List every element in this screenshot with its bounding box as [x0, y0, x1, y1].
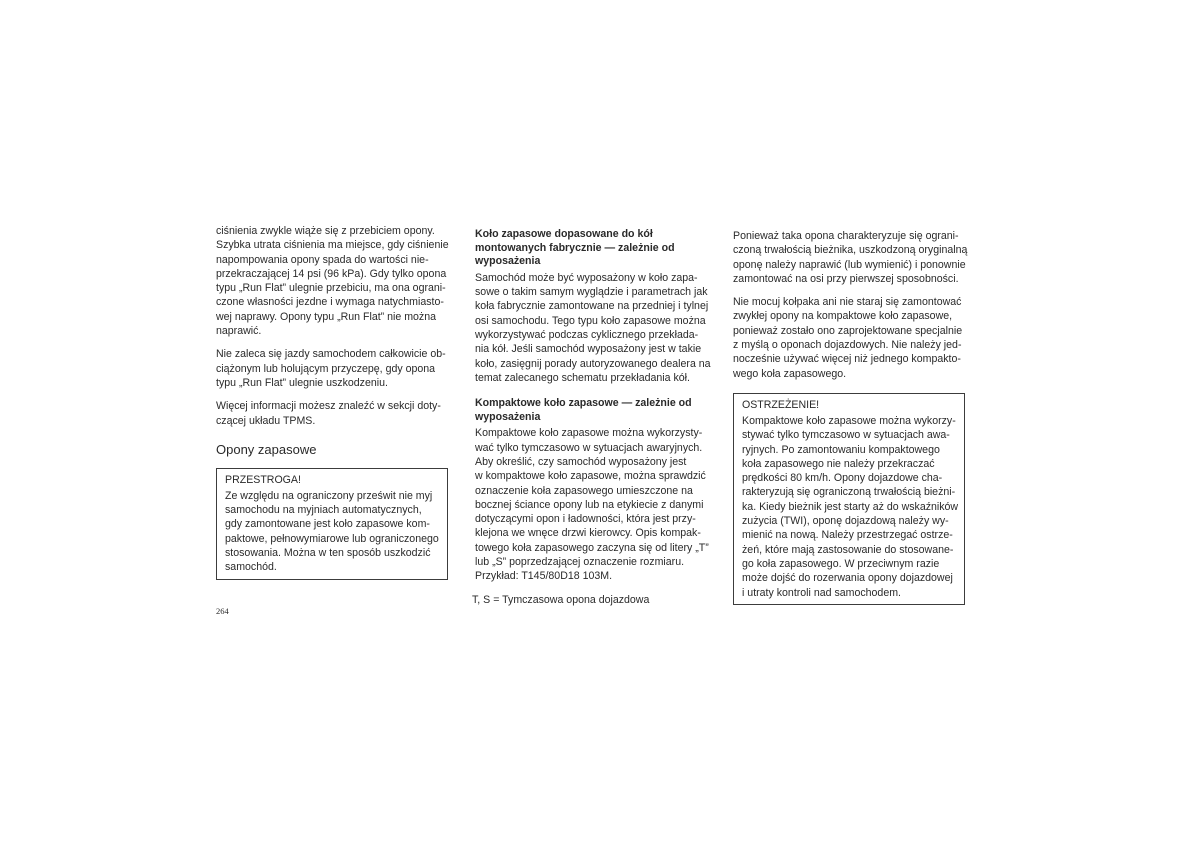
- text-line: temat zalecanego schematu przekładania kół.: [475, 371, 690, 384]
- page-number: 264: [216, 606, 229, 616]
- caution-box: [216, 468, 448, 580]
- text-line: dotyczącymi opon i ładowności, która jest przy-: [475, 513, 696, 526]
- text-line: gdy zamontowane jest koło zapasowe kom-: [225, 518, 430, 531]
- text-line: ponieważ zostało ono zaprojektowane specjalnie: [733, 324, 963, 337]
- text-line: stywać tylko tymczasowo w sytuacjach awa-: [742, 429, 950, 442]
- text-line: prędkości 80 km/h. Opony dojazdowe cha-: [742, 472, 943, 485]
- text-line: wykorzystywać podczas cyklicznego przekłada-: [475, 328, 699, 341]
- text-line: towego koła zapasowego zaczyna się od litery „T”: [475, 541, 709, 554]
- warning-text: [742, 414, 959, 600]
- text-line: typu „Run Flat” ulegnie przebiciu, ma ona ograni-: [216, 282, 446, 295]
- subheading: [475, 397, 707, 424]
- text-line: ka. Kiedy bieżnik jest starty aż do wskaźników: [742, 500, 959, 513]
- text-line: Szybka utrata ciśnienia ma miejsce, gdy ciśnienie: [216, 239, 449, 252]
- section-heading: Opony zapasowe: [216, 441, 317, 457]
- text-line: zamontować na osi przy pierwszej sposobności.: [733, 272, 959, 285]
- text-line: Nie mocuj kołpaka ani nie staraj się zamontować: [733, 296, 962, 309]
- text-line: żeń, które mają zastosowanie do stosowane-: [742, 543, 954, 556]
- text-line: klejona we wnęce drzwi kierowcy. Opis kompak-: [475, 527, 701, 540]
- text-line: bocznej ściance opony lub na etykiecie z danymi: [475, 498, 704, 511]
- text-line: i utraty kontroli nad samochodem.: [742, 586, 901, 599]
- text-line: rakteryzują się ograniczoną trwałością bieżni-: [742, 486, 956, 499]
- text-line: montowanych fabrycznie — zależnie od: [475, 241, 675, 254]
- text-line: nia kół. Jeśli samochód wyposażony jest w takie: [475, 343, 702, 356]
- text-line: stosowania. Można w ten sposób uszkodzić: [225, 547, 431, 560]
- text-line: Kompaktowe koło zapasowe można wykorzysty-: [475, 427, 703, 440]
- text-line: naprawić.: [216, 325, 262, 338]
- text-line: w kompaktowe koło zapasowe, można sprawdzić: [475, 470, 706, 483]
- text-line: może dojść do rozerwania opony dojazdowej: [742, 572, 953, 585]
- paragraph: [216, 399, 448, 428]
- text-line: Nie zaleca się jazdy samochodem całkowicie ob-: [216, 348, 446, 361]
- column-right: [733, 229, 968, 605]
- text-line: Kompaktowe koło zapasowe — zależnie od: [475, 397, 692, 410]
- paragraph: [733, 229, 968, 286]
- text-line: typu „Run Flat” ulegnie uszkodzeniu.: [216, 376, 388, 389]
- text-line: koła fabrycznie zamontowane na przedniej i tylnej: [475, 300, 709, 313]
- text-line: wyposażenia: [475, 410, 541, 423]
- text-line: samochód.: [225, 561, 277, 574]
- text-line: nocześnie używać więcej niż jednego kompakto-: [733, 353, 961, 366]
- text-line: Samochód może być wyposażony w koło zapa-: [475, 271, 698, 284]
- text-line: czącej układu TPMS.: [216, 414, 316, 427]
- text-line: ryjnych. Po zamontowaniu kompaktowego: [742, 443, 940, 456]
- paragraph: T, S = Tymczasowa opona dojazdowa: [472, 593, 650, 606]
- text-line: koło, zasięgnij porady autoryzowanego dealera na: [475, 357, 711, 370]
- text-line: zużycia (TWI), oponę dojazdową należy wy-: [742, 515, 949, 528]
- text-line: oponę należy naprawić (lub wymienić) i ponownie: [733, 258, 966, 271]
- text-line: wego koła zapasowego.: [733, 367, 847, 380]
- text-line: zwykłej opony na kompaktowe koło zapasowe,: [733, 310, 953, 323]
- caution-text: [225, 489, 439, 575]
- text-line: z myślą o oponach dojazdowych. Nie należy jed-: [733, 339, 962, 352]
- text-line: paktowe, pełnowymiarowe lub ograniczonego: [225, 532, 439, 545]
- warning-box: [733, 393, 965, 605]
- text-line: Aby określić, czy samochód wyposażony jest: [475, 455, 687, 468]
- text-line: Kompaktowe koło zapasowe można wykorzy-: [742, 414, 956, 427]
- text-line: Ponieważ taka opona charakteryzuje się ograni-: [733, 230, 959, 242]
- text-line: mienić na nową. Należy przestrzegać ostrze-: [742, 529, 953, 542]
- text-line: oznaczenie koła zapasowego umieszczone na: [475, 484, 693, 497]
- paragraph: [216, 224, 448, 338]
- text-line: sowe o takim samym wyglądzie i parametrach jak: [475, 286, 708, 299]
- text-line: czoną trwałością bieżnika, uszkodzoną oryginalną: [733, 244, 968, 257]
- caution-title: PRZESTROGA!: [225, 473, 301, 486]
- subheading: [475, 228, 707, 269]
- paragraph: [216, 347, 448, 390]
- paragraph: [733, 295, 965, 381]
- text-line: wej naprawy. Opony typu „Run Flat” nie można: [216, 310, 437, 323]
- text-line: Ze względu na ograniczony prześwit nie myj: [225, 489, 433, 502]
- paragraph: [475, 426, 707, 583]
- text-line: koła zapasowego nie należy przekraczać: [742, 457, 935, 470]
- text-line: Koło zapasowe dopasowane do kół: [475, 228, 653, 240]
- text-line: wać tylko tymczasowo w sytuacjach awaryjnych.: [475, 441, 703, 454]
- warning-title: OSTRZEŻENIE!: [742, 398, 820, 411]
- text-line: lub „S” poprzedzającej oznaczenie rozmiaru.: [475, 556, 685, 569]
- text-line: ciążonym lub holującym przyczepę, gdy opona: [216, 362, 436, 375]
- text-line: napompowania opony spada do wartości nie-: [216, 253, 429, 266]
- text-line: Przykład: T145/80D18 103M.: [475, 570, 613, 583]
- column-middle: [472, 228, 711, 616]
- text-line: osi samochodu. Tego typu koło zapasowe można: [475, 314, 706, 327]
- column-left: [216, 224, 448, 580]
- text-line: czone własności jezdne i wymaga natychmiasto-: [216, 296, 444, 309]
- text-line: samochodu na myjniach automatycznych,: [225, 504, 422, 517]
- text-line: wyposażenia: [475, 255, 541, 268]
- text-line: go koła zapasowego. W przeciwnym razie: [742, 557, 940, 570]
- text-line: przekraczającej 14 psi (96 kPa). Gdy tylko opona: [216, 267, 447, 280]
- paragraph: [475, 271, 711, 385]
- text-line: Więcej informacji możesz znaleźć w sekcji doty-: [216, 400, 441, 413]
- text-line: ciśnienia zwykle wiąże się z przebiciem opony.: [216, 225, 435, 237]
